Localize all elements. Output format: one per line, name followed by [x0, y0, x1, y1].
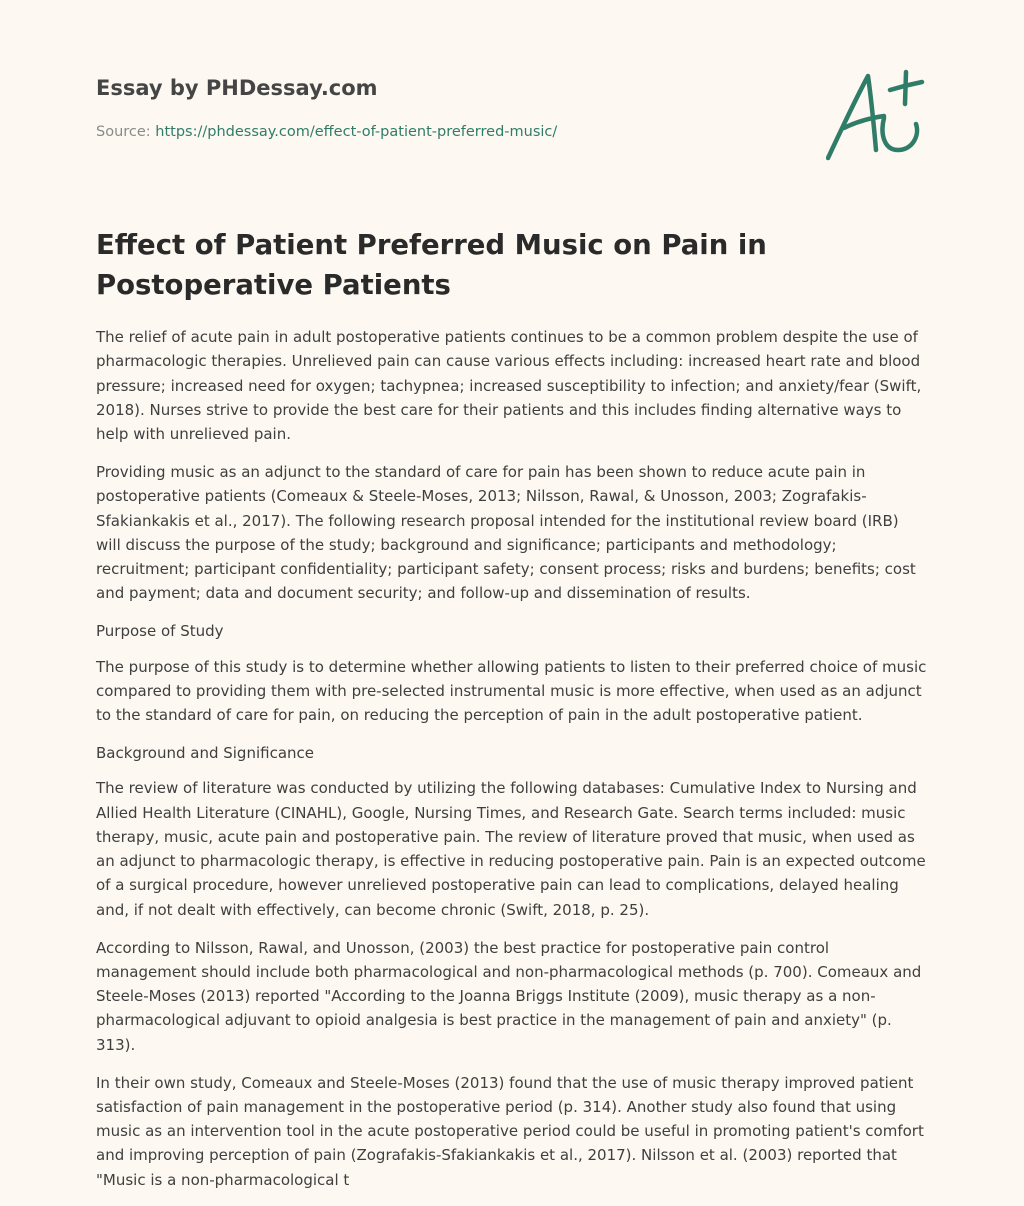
paragraph: In their own study, Comeaux and Steele-Moses (2013) found that the use of music therapy improved patient satisfaction of pain management in the postoperative period (p. 314). Another study also found that using music as an intervention tool in the acute postoperative period could be useful in promoting patient's comfort and improving perception of pain (Zografakis-Sfakiankakis et al., 2017). Nilsson et al. (2003) reported that "Music is a non-pharmacological t — [96, 1073, 924, 1189]
source-link[interactable]: https://phdessay.com/effect-of-patient-preferred-music/ — [155, 124, 558, 140]
section-heading: Purpose of Study — [96, 622, 224, 641]
a-plus-logo-icon — [826, 66, 926, 166]
page-header — [96, 0, 926, 200]
paragraph: According to Nilsson, Rawal, and Unosson, (2003) the best practice for postoperative pain control management should include both pharmacological and non-pharmacological methods (p. 700). Comeaux and Steele-Moses (2013) reported "According to the Joanna Briggs Institute (2009), music therapy as a non-pharmacological adjuvant to opioid analgesia is best practice in the management of pain and anxiety" (p. 313). — [96, 938, 922, 1054]
site-title: Essay by PHDessay.com — [96, 76, 378, 100]
paragraph: The purpose of this study is to determine whether allowing patients to listen to their preferred choice of music compared to providing them with pre-selected instrumental music is more effective, when used as an adjunct to the standard of care for pain, on reducing the perception of pain in the adult postoperative patient. — [96, 657, 927, 725]
paragraph: Providing music as an adjunct to the standard of care for pain has been shown to reduce acute pain in postoperative patients (Comeaux & Steele-Moses, 2013; Nilsson, Rawal, & Unosson, 2003; Zografakis-Sfakiankakis et al., 2017). The following research proposal intended for the institutional review board (IRB) will discuss the purpose of the study; background and significance; participants and methodology; recruitment; participant confidentiality; participant safety; consent process; risks and burdens; benefits; cost and payment; data and document security; and follow-up and dissemination of results. — [96, 462, 916, 603]
paragraph: The relief of acute pain in adult postoperative patients continues to be a common problem despite the use of pharmacologic therapies. Unrelieved pain can cause various effects including: increased heart rate and blood pressure; increased need for oxygen; tachypnea; increased susceptibility to infection; and anxiety/fear (Swift, 2018). Nurses strive to provide the best care for their patients and this includes finding alternative ways to help with unrelieved pain. — [96, 328, 922, 444]
source-line — [96, 124, 557, 140]
article-body — [96, 325, 928, 1206]
essay-page — [96, 0, 927, 1189]
section-heading: Background and Significance — [96, 743, 314, 762]
source-label: Source: — [96, 124, 156, 140]
paragraph: The review of literature was conducted by utilizing the following databases: Cumulative Index to Nursing and Allied Health Literature (CINAHL), Google, Nursing Times, and Research Gate. Search terms included: music therapy, music, acute pain and postoperative pain. The review of literature proved that music, when used as an adjunct to pharmacologic therapy, is effective in reducing postoperative pain. Pain is an expected outcome of a surgical procedure, however unrelieved postoperative pain can lead to complications, delayed healing and, if not dealt with effectively, can become chronic (Swift, 2018, p. 25). — [96, 779, 926, 919]
article-title: Effect of Patient Preferred Music on Pain in Postoperative Patients — [96, 229, 767, 301]
